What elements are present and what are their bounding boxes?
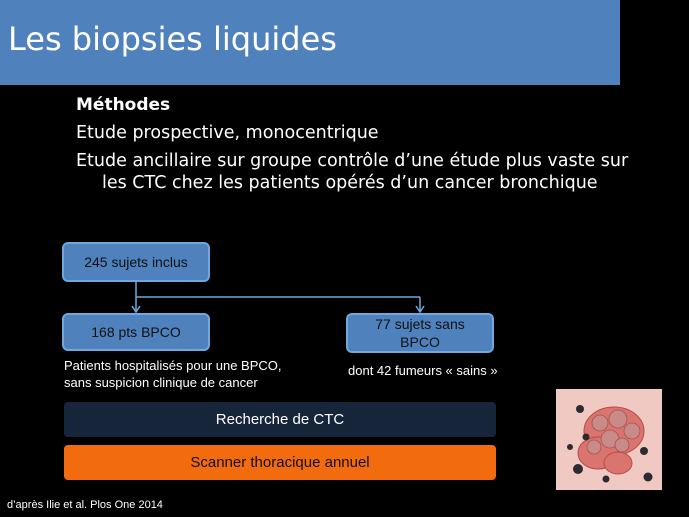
box-no-bpco — [346, 313, 494, 353]
box-included-label: 245 sujets inclus — [84, 254, 188, 270]
box-bpco-label: 168 pts BPCO — [91, 324, 181, 340]
note-smokers: dont 42 fumeurs « sains » — [348, 363, 498, 378]
box-bpco — [62, 313, 210, 351]
box-no-bpco-line2: BPCO — [400, 334, 440, 350]
cell-micrograph-image — [556, 389, 662, 490]
slide-title: Les biopsies liquides — [8, 20, 337, 58]
box-no-bpco-line1: 77 sujets sans — [375, 316, 465, 332]
arrowhead-right — [416, 306, 424, 312]
bar-ctc-search — [64, 402, 496, 437]
bullet-ancillary-line2: les CTC chez les patients opérés d’un cancer bronchique — [102, 173, 598, 193]
bar-scan-label: Scanner thoracique annuel — [190, 454, 370, 471]
bullet-prospective: Etude prospective, monocentrique — [76, 123, 379, 143]
bar-ctc-label: Recherche de CTC — [215, 411, 345, 428]
methods-heading: Méthodes — [76, 95, 171, 115]
bullet-ancillary-line1: Etude ancillaire sur groupe contrôle d’une étude plus vaste sur — [76, 151, 629, 171]
source-citation: d’après Ilie et al. Plos One 2014 — [7, 499, 163, 511]
note-bpco-line2: sans suspicion clinique de cancer — [64, 375, 258, 390]
note-bpco-line1: Patients hospitalisés pour une BPCO, — [64, 358, 282, 373]
box-included-subjects — [62, 242, 210, 282]
bullet-ancillary — [76, 150, 686, 194]
methods-section — [76, 94, 686, 194]
arrowhead-left — [132, 306, 140, 312]
bar-annual-scan — [64, 445, 496, 480]
note-bpco — [64, 357, 282, 391]
